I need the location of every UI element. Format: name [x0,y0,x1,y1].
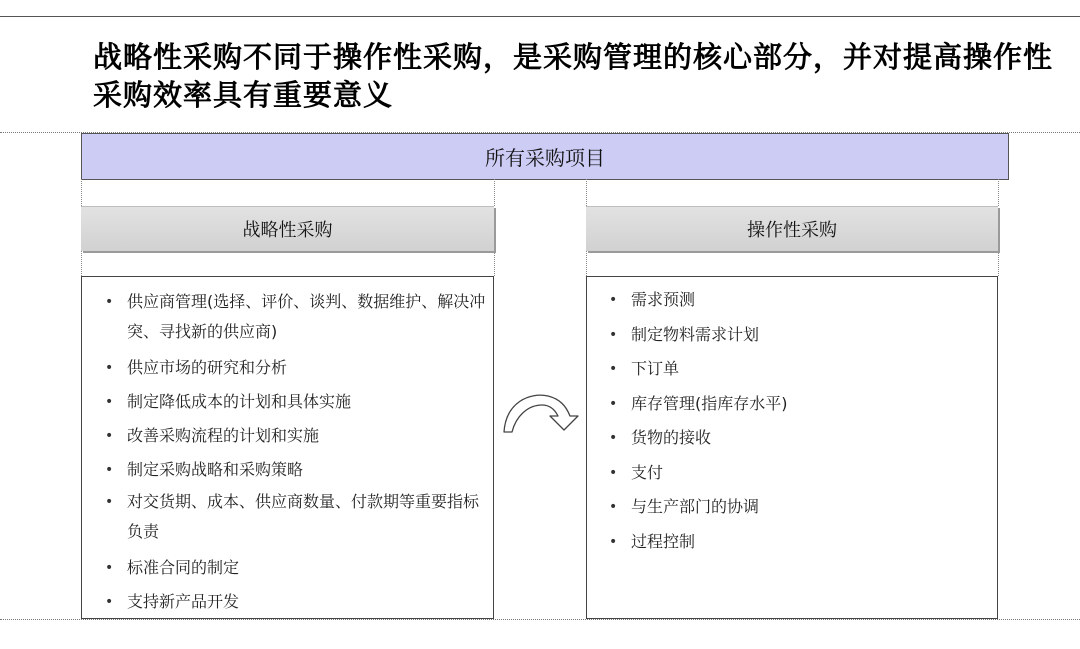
all-procurement-bar [81,133,1009,180]
strategic-list-box [81,276,494,619]
all-procurement-label: 所有采购项目 [485,146,605,170]
operational-list-box [586,276,998,619]
connector-line [81,251,82,276]
list-item: • 过程控制 [631,525,997,560]
divider-bottom [0,619,1080,620]
operational-heading-label: 操作性采购 [747,220,837,241]
slide-title: 战略性采购不同于操作性采购，是采购管理的核心部分，并对提高操作性采购效率具有重要意义 [93,40,1054,112]
strategic-list [82,277,493,619]
operational-list [587,277,997,559]
list-item: • 货物的接收 [631,421,997,456]
connector-line [998,251,999,276]
list-item: • 支持新产品开发 [127,585,493,619]
list-item: • 标准合同的制定 [127,551,493,585]
list-item: • 改善采购流程的计划和实施 [127,419,493,453]
list-item: • 制定物料需求计划 [631,318,997,353]
list-item: • 对交货期、成本、供应商数量、付款期等重要指标负责 [127,487,493,547]
operational-heading [586,206,998,251]
list-item: • 供应商管理(选择、评价、谈判、数据维护、解决冲突、寻找新的供应商) [127,287,493,347]
connector-line [586,179,587,206]
list-item: • 与生产部门的协调 [631,490,997,525]
connector-line [998,179,999,206]
strategic-heading [81,206,494,251]
list-item: • 供应市场的研究和分析 [127,351,493,385]
list-item: • 支付 [631,456,997,491]
strategic-heading-label: 战略性采购 [242,220,333,241]
top-rule [0,16,1080,17]
connector-line [586,251,587,276]
connector-line [81,179,82,206]
list-item: • 制定降低成本的计划和具体实施 [127,385,493,419]
curved-arrow-icon [500,388,586,436]
connector-line [494,251,495,276]
list-item: • 库存管理(指库存水平) [631,387,997,422]
list-item: • 需求预测 [631,283,997,318]
list-item: • 制定采购战略和采购策略 [127,453,493,487]
list-item: • 下订单 [631,352,997,387]
connector-line [494,179,495,206]
